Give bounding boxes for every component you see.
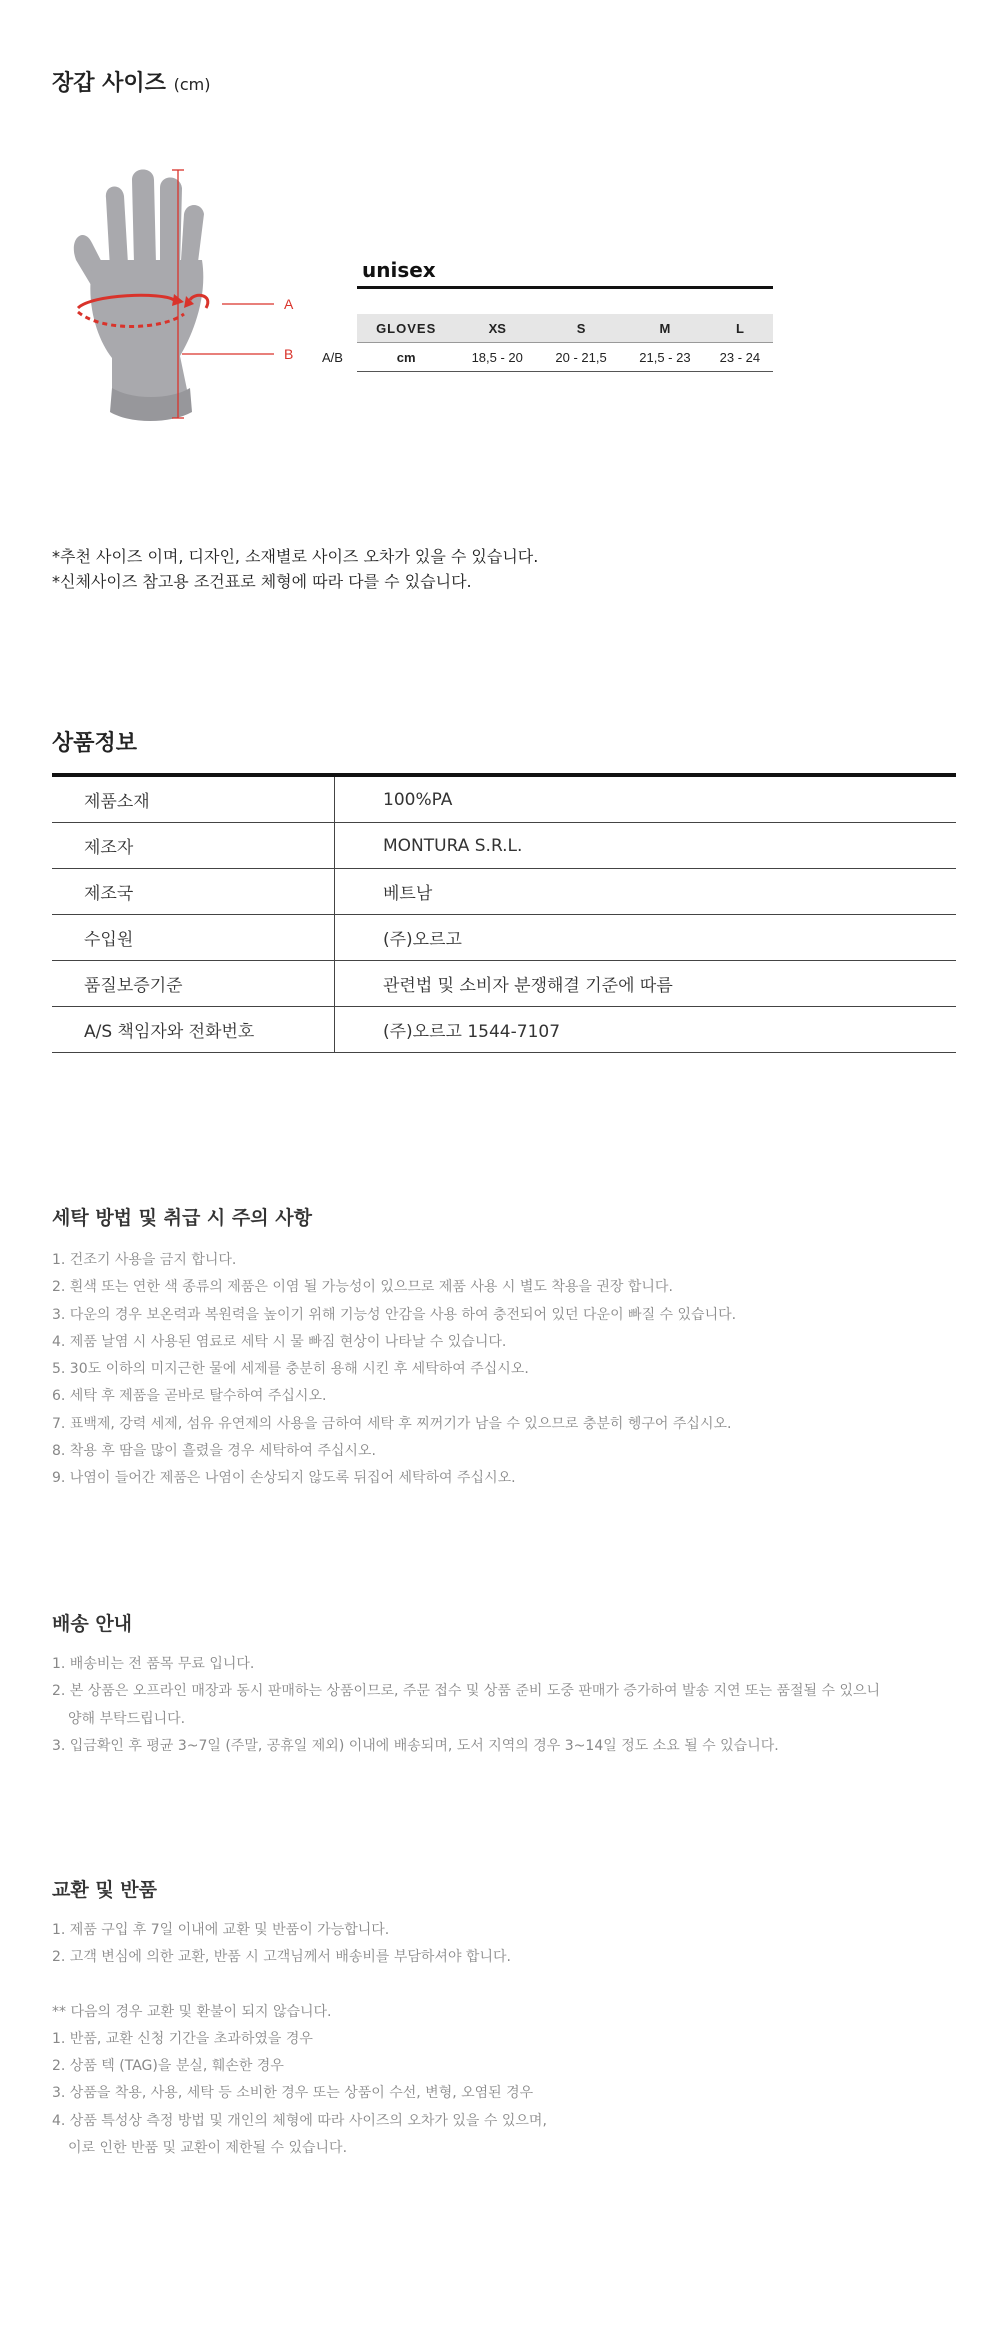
size-row-side-label: A/B — [322, 350, 343, 365]
exceptions-title: ** 다음의 경우 교환 및 환불이 되지 않습니다. — [52, 2003, 332, 2020]
size-title-unit: (cm) — [173, 75, 211, 94]
exchange-list — [52, 1917, 547, 2162]
info-label: 제조자 — [52, 823, 335, 869]
label-a: A — [284, 296, 294, 312]
info-label: 품질보증기준 — [52, 961, 335, 1007]
size-cell: 20 - 21,5 — [539, 343, 623, 372]
size-note: *추천 사이즈 이며, 디자인, 소재별로 사이즈 오차가 있을 수 있습니다. — [52, 547, 539, 566]
exchange-title: 교환 및 반품 — [52, 1879, 157, 1901]
size-table — [357, 314, 773, 372]
info-value: 베트남 — [335, 869, 957, 915]
table-row — [52, 869, 956, 915]
info-value: (주)오르고 — [335, 915, 957, 961]
list-item: 3. 입금확인 후 평균 3~7일 (주말, 공휴일 제외) 이내에 배송되며, 도서 지역의 경우 3~14일 정도 소요 될 수 있습니다. — [52, 1737, 779, 1754]
info-value: 관련법 및 소비자 분쟁해결 기준에 따름 — [335, 961, 957, 1007]
product-info-table — [52, 773, 956, 1053]
info-label: A/S 책임자와 전화번호 — [52, 1007, 335, 1053]
list-item: 3. 다운의 경우 보온력과 복원력을 높이기 위해 기능성 안감을 사용 하여 충전되어 있던 다운이 빠질 수 있습니다. — [52, 1306, 737, 1323]
list-item: 양해 부탁드립니다. — [68, 1710, 186, 1727]
info-label: 수입원 — [52, 915, 335, 961]
info-label: 제조국 — [52, 869, 335, 915]
info-value: MONTURA S.R.L. — [335, 823, 957, 869]
product-info-title: 상품정보 — [52, 731, 138, 756]
size-table-row — [357, 343, 773, 372]
table-row — [52, 915, 956, 961]
size-title-text: 장갑 사이즈 — [52, 71, 166, 96]
glove-diagram — [62, 168, 312, 428]
list-item: 2. 본 상품은 오프라인 매장과 동시 판매하는 상품이므로, 주문 접수 및 상품 준비 도중 판매가 증가하여 발송 지연 또는 품절될 수 있으니 — [52, 1683, 881, 1700]
list-item: 1. 건조기 사용을 금지 합니다. — [52, 1252, 237, 1268]
size-cell: 23 - 24 — [707, 343, 773, 372]
size-table-header-row — [357, 314, 773, 343]
shipping-title: 배송 안내 — [52, 1613, 133, 1635]
size-cell: cm — [357, 343, 455, 372]
list-item: 4. 상품 특성상 측정 방법 및 개인의 체형에 따라 사이즈의 오차가 있을 수 있으며, — [52, 2112, 547, 2129]
list-item: 3. 상품을 착용, 사용, 세탁 등 소비한 경우 또는 상품이 수선, 변형, 오염된 경우 — [52, 2085, 534, 2102]
table-row — [52, 961, 956, 1007]
list-item: 9. 나염이 들어간 제품은 나염이 손상되지 않도록 뒤집어 세탁하여 주십시오. — [52, 1470, 516, 1487]
list-item: 2. 상품 텍 (TAG)을 분실, 훼손한 경우 — [52, 2058, 284, 2075]
washing-list — [52, 1247, 736, 1493]
size-notes — [52, 544, 538, 594]
info-value: (주)오르고 1544-7107 — [335, 1007, 957, 1053]
washing-title: 세탁 방법 및 취급 시 주의 사항 — [52, 1207, 312, 1229]
size-header-cell: S — [539, 314, 623, 343]
size-header-cell: M — [623, 314, 707, 343]
size-header-cell: L — [707, 314, 773, 343]
label-b: B — [284, 346, 294, 362]
info-value: 100%PA — [335, 775, 957, 823]
size-note: *신체사이즈 참고용 조건표로 체형에 따라 다를 수 있습니다. — [52, 572, 472, 591]
size-table-divider — [357, 286, 773, 289]
list-item: 7. 표백제, 강력 세제, 섬유 유연제의 사용을 금하여 세탁 후 찌꺼기가 남을 수 있으므로 충분히 헹구어 주십시오. — [52, 1415, 732, 1432]
list-item: 1. 제품 구입 후 7일 이내에 교환 및 반품이 가능합니다. — [52, 1922, 390, 1938]
size-header-cell: GLOVES — [357, 314, 455, 343]
shipping-list — [52, 1651, 880, 1760]
table-row — [52, 1007, 956, 1053]
size-cell: 21,5 - 23 — [623, 343, 707, 372]
table-row — [52, 823, 956, 869]
list-item: 8. 착용 후 땀을 많이 흘렸을 경우 세탁하여 주십시오. — [52, 1443, 376, 1460]
list-item: 2. 고객 변심에 의한 교환, 반품 시 고객님께서 배송비를 부담하셔야 합니다. — [52, 1949, 511, 1966]
list-item: 5. 30도 이하의 미지근한 물에 세제를 충분히 용해 시킨 후 세탁하여 주십시오. — [52, 1361, 529, 1378]
list-item: 1. 배송비는 전 품목 무료 입니다. — [52, 1656, 255, 1672]
size-cell: 18,5 - 20 — [455, 343, 539, 372]
size-section-title — [52, 66, 210, 97]
list-item: 1. 반품, 교환 신청 기간을 초과하였을 경우 — [52, 2030, 313, 2047]
list-item: 4. 제품 날염 시 사용된 염료로 세탁 시 물 빠짐 현상이 나타날 수 있습니다. — [52, 1333, 507, 1350]
list-item: 이로 인한 반품 및 교환이 제한될 수 있습니다. — [68, 2140, 348, 2157]
table-row — [52, 775, 956, 823]
info-label: 제품소재 — [52, 775, 335, 823]
size-table-heading: unisex — [362, 258, 436, 282]
list-item: 6. 세탁 후 제품을 곧바로 탈수하여 주십시오. — [52, 1388, 327, 1405]
list-item: 2. 흰색 또는 연한 색 종류의 제품은 이염 될 가능성이 있으므로 제품 사용 시 별도 착용을 권장 합니다. — [52, 1279, 673, 1296]
size-header-cell: XS — [455, 314, 539, 343]
